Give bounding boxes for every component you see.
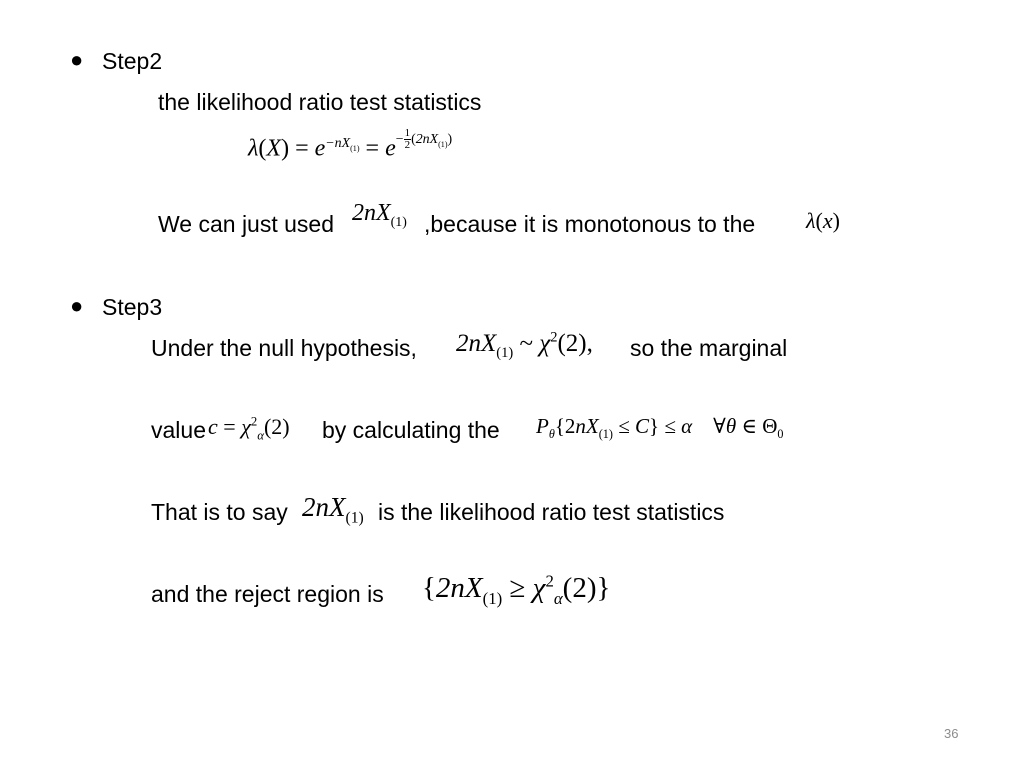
critical-value-formula: $c = \chi^2_\alpha(2)$ [208,414,290,443]
step3-text-line1-a: Under the null hypothesis, [151,335,417,361]
step3-text-line4-a: and the reject region is [151,581,384,607]
statistic-2nx1-formula: $2nX_{(1)}$ [352,200,407,230]
step3-heading: Step3 [102,294,163,320]
bullet-icon: ● [70,47,84,72]
step3-text-line1-b: so the marginal [630,335,788,361]
step2-text-line1: the likelihood ratio test statistics [158,89,482,115]
lambda-x-formula: λ(x) [806,208,840,233]
step2-text-line2-a: We can just used [158,211,335,237]
step2-text-line2-b: ,because it is monotonous to the [424,211,756,237]
bullet-icon: ● [70,293,84,318]
step3-text-line3-a: That is to say [151,499,288,525]
reject-region-formula: $\{2nX_{(1)} \ge \chi^2_\alpha(2)\}$ [422,571,611,608]
step3-text-line2-a: value [151,417,206,443]
step3-text-line2-b: by calculating the [322,417,500,443]
step3-text-line3-b: is the likelihood ratio test statistics [378,499,725,525]
step2-heading: Step2 [102,48,163,74]
likelihood-ratio-equation: $\lambda(X) = e^{-nX_{(1)}} = e^{- \frac{1}{2} (2nX_{(1)})}$ [248,127,453,162]
probability-condition-formula: $P_\theta\{2nX_{(1)} \le C\} \le \alpha$ ∀θ ∈ $\Theta_0$ [536,414,784,442]
null-distribution-formula: $2nX_{(1)}$ ~ $\chi^2(2)$, [456,329,593,361]
test-statistic-formula: $2nX_{(1)}$ [302,492,364,527]
page-number: 36 [944,726,959,741]
